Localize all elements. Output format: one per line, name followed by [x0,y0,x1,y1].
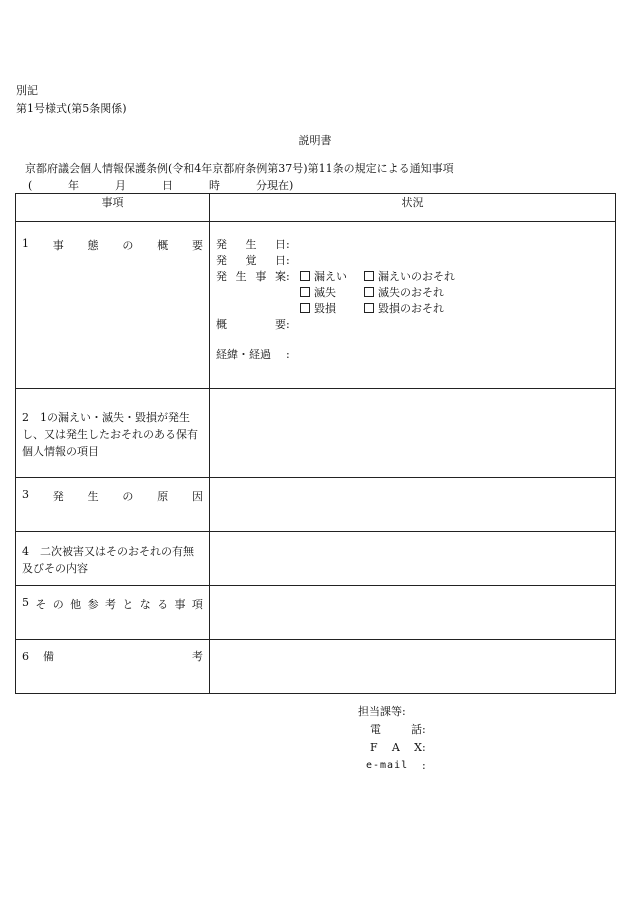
table-row [16,389,616,478]
discovery-date-row [216,253,609,269]
occurrence-date-row [216,237,609,253]
date-hour: 時 [209,179,220,192]
row6-status[interactable] [210,640,616,694]
row3-item [16,478,210,532]
row3-status[interactable] [210,478,616,532]
summary-row [216,317,609,333]
notification-table [15,193,616,694]
checkbox-loss[interactable] [300,287,310,297]
row-number: 5 [22,596,29,609]
label-char: F [370,741,378,754]
colon: : [286,270,290,283]
table-row [16,532,616,586]
row1-item [16,222,210,389]
label-char: 発 [216,238,227,251]
option-label: 滅失のおそれ [378,286,444,299]
table-row [16,640,616,694]
contact-phone [358,721,426,739]
table-row [16,222,616,389]
item-char: る [157,598,169,611]
item-char: 概 [157,239,169,252]
item-char: 発 [52,490,64,503]
item-char: と [122,598,134,611]
item-char: な [139,598,151,611]
item-char: 参 [87,598,99,611]
incident-type-row [216,269,609,285]
table-row [16,586,616,640]
item-char: 要 [191,239,203,252]
colon: : [422,723,426,736]
option-label: 漏えい [314,270,347,283]
page-title: 説明書 [298,134,332,147]
label-char: 発 [216,254,227,267]
besshi-label: 別記 [16,84,38,97]
label-char: 要 [275,318,286,331]
row4-status[interactable] [210,532,616,586]
item-char: 因 [191,490,203,503]
row-number: 6 [22,650,29,663]
label-char: 電 [370,723,381,736]
date-minute: 分現在) [256,179,294,192]
col-header-item: 事項 [16,194,210,222]
colon: : [286,254,290,267]
option-label: 毀損 [314,302,336,315]
checkbox-leak[interactable] [300,271,310,281]
row2-item [16,389,210,478]
colon: : [422,741,426,754]
date-month: 月 [115,179,126,192]
row2-status[interactable] [210,389,616,478]
item-char: 事 [174,598,186,611]
checkbox-leak-risk[interactable] [364,271,374,281]
incident-type-row-2 [216,285,609,301]
row6-item [16,640,210,694]
item-char: 他 [70,598,82,611]
option-label: 滅失 [314,286,336,299]
contact-block [358,703,426,775]
label-char: 話 [411,723,422,736]
label-char: A [391,741,400,754]
label-char: X [414,741,422,754]
date-year: 年 [68,179,79,192]
row5-item [16,586,210,640]
table-row [16,478,616,532]
item-text: 2 1の漏えい・滅失・毀損が発生し、又は発生したおそれのある保有個人情報の項目 [22,411,198,458]
label-char: 日 [275,238,286,251]
colon: : [286,318,290,331]
label-char: 概 [216,318,227,331]
row4-item [16,532,210,586]
row-number: 3 [22,488,29,501]
label-char: 日 [275,254,286,267]
item-char: の [52,598,64,611]
option-label: 漏えいのおそれ [378,270,455,283]
item-char: 事 [52,239,64,252]
history-label: 経緯・経過 [216,348,271,361]
item-char: 備 [43,650,54,663]
label-char: 案 [274,270,286,283]
item-char: 原 [157,490,169,503]
item-char: 態 [87,239,99,252]
item-char: 考 [104,598,116,611]
item-char: そ [35,598,47,611]
item-char: 項 [191,598,203,611]
label-char: 事 [255,270,267,283]
form-number: 第1号様式(第5条関係) [16,102,127,115]
checkbox-loss-risk[interactable] [364,287,374,297]
item-char: 生 [87,490,99,503]
contact-email [358,757,426,775]
col-header-status: 状況 [210,194,616,222]
colon: : [422,759,426,772]
label-char: 発 [216,270,227,283]
item-char: の [122,239,134,252]
checkbox-damage-risk[interactable] [364,303,374,313]
row5-status[interactable] [210,586,616,640]
checkbox-damage[interactable] [300,303,310,313]
label-char: 生 [235,270,247,283]
row-number: 1 [22,237,29,250]
colon: : [286,348,290,361]
intro-text: 京都府議会個人情報保護条例(令和4年京都府条例第37号)第11条の規定による通知事項 [25,162,454,175]
item-char: 考 [192,650,203,663]
date-open: ( [28,179,33,192]
label-char: 覚 [245,254,257,267]
label-char: 生 [245,238,257,251]
item-char: の [122,490,134,503]
contact-dept: 担当課等: [358,705,406,718]
contact-fax [358,739,426,757]
history-row [216,347,609,363]
item-text: 4 二次被害又はそのおそれの有無及びその内容 [22,545,194,575]
incident-type-row-3 [216,301,609,317]
colon: : [286,238,290,251]
option-label: 毀損のおそれ [378,302,444,315]
email-label: e-mail [366,760,409,771]
as-of-date [28,177,293,193]
date-day: 日 [162,179,173,192]
row1-status[interactable] [210,222,616,389]
